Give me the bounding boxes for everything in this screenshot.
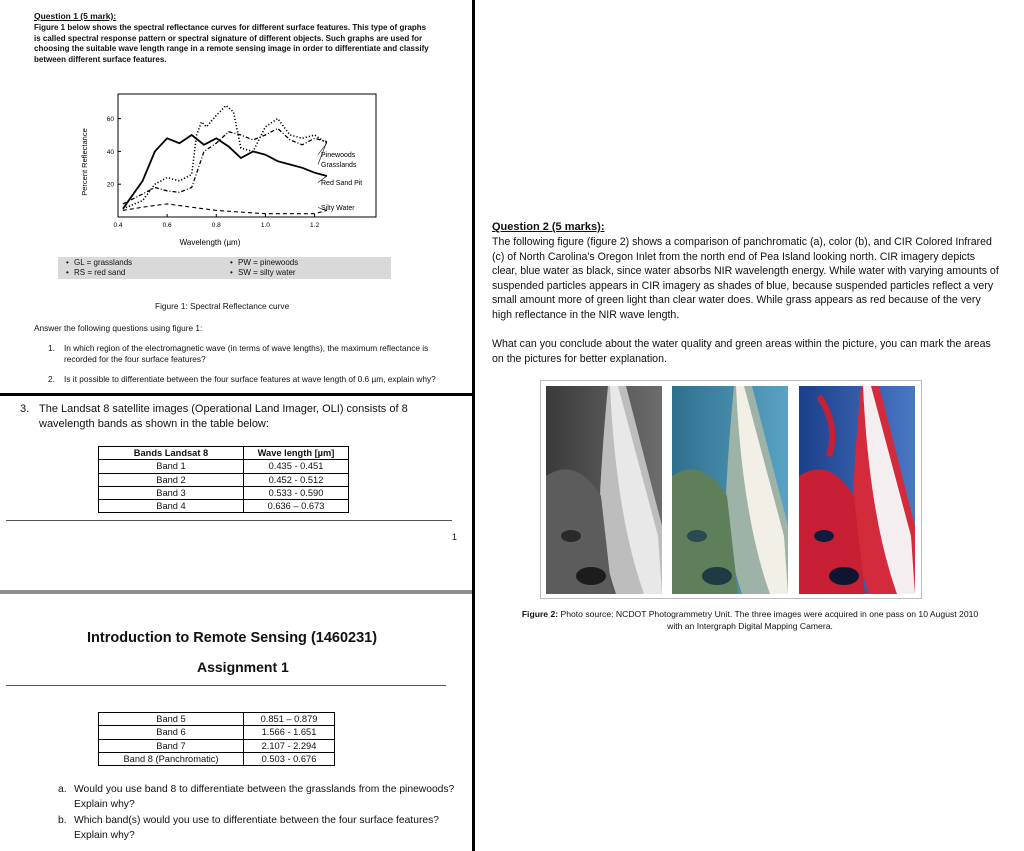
question-3-text: The Landsat 8 satellite images (Operational Land Imager, OLI) consists of 8 wavelength bands as shown in the table below:	[39, 403, 408, 430]
figure-1-caption: Figure 1: Spectral Reflectance curve	[155, 301, 290, 311]
page-number: 1	[452, 532, 458, 542]
x-tick-label: 1.0	[260, 222, 270, 229]
x-tick-label: 0.4	[113, 222, 123, 229]
x-tick-label: 0.6	[162, 222, 172, 229]
subquestion-b: b. Which band(s) would you use to differentiate between the four surface features? Explain why?	[58, 815, 439, 841]
chart-svg	[60, 92, 380, 252]
question-1-item-2: 2. Is it possible to differentiate between the four surface features at wave length of 0.6 µm, explain why?	[48, 374, 436, 384]
figure-2-photos	[540, 380, 922, 599]
bands-table-1	[98, 446, 349, 513]
question-2-task: What can you conclude about the water quality and green areas within the picture, you can mark the areas on the pictures for better explanation.	[492, 338, 991, 365]
y-tick-label: 20	[106, 181, 114, 189]
legend-item-pw: • PW = pinewoods	[230, 258, 299, 267]
series-line-red-sand-pit	[123, 135, 327, 209]
y-tick-label: 40	[106, 148, 114, 156]
section-divider-1	[0, 393, 472, 396]
x-tick-label: 1.2	[310, 222, 320, 229]
y-axis-label: Percent Reflectance	[80, 128, 89, 196]
page-divider-vertical	[472, 0, 475, 851]
x-tick-label: 0.8	[211, 222, 221, 229]
question-3: 3. The Landsat 8 satellite images (Operational Land Imager, OLI) consists of 8 wavelength bands as shown in the table below:	[20, 402, 465, 432]
page-break-bar	[0, 590, 472, 594]
table-row: Band 3 0.533 - 0.590	[99, 486, 349, 499]
header-rule	[6, 685, 446, 686]
legend-item-rs: • RS = red sand	[66, 268, 126, 277]
photo-panchromatic	[546, 386, 662, 594]
question-1-intro: Figure 1 below shows the spectral reflectance curves for different surface features. This type of graphs is called spectral response pattern or spectral signature of different objects. Such graphs are used for choosing the suitable wave length range in a remote sensing image in order to differentiate and classify between different surface features.	[34, 23, 429, 64]
table-row: Band 6 1.566 - 1.651	[99, 726, 335, 739]
table-header: Bands Landsat 8	[99, 447, 244, 460]
series-label: Pinewoods	[321, 152, 356, 159]
table-row: Band 2 0.452 - 0.512	[99, 473, 349, 486]
legend-item-sw: • SW = silty water	[230, 268, 296, 277]
series-label: Silty Water	[321, 205, 355, 212]
photo-cir	[799, 386, 915, 594]
table-header-row	[99, 447, 349, 460]
series-label: Grasslands	[321, 162, 357, 169]
legend-item-gl: • GL = grasslands	[66, 258, 133, 267]
question-1-item-1: 1. In which region of the electromagnetic wave (in terms of wave lengths), the maximum reflectance is recorded for the four surface features?	[48, 343, 429, 364]
table-row: Band 1 0.435 - 0.451	[99, 460, 349, 473]
table-row: Band 8 (Panchromatic) 0.503 - 0.676	[99, 752, 335, 765]
spectral-reflectance-chart	[60, 92, 380, 257]
question-2-body: The following figure (figure 2) shows a comparison of panchromatic (a), color (b), and CIR Colored Infrared (c) of North Carolina's Oregon Inlet from the north end of Pea Island looking north. CIR imagery depicts clear, blue water as black, since water absorbs NIR wavelength energy. While water with varying amounts of suspended particles appears in CIR imagery as shades of blue, because suspended particles reflect a very small amount more of green light than clear water does. While grass appears as red because of the very high reflectance in the NIR wave length.	[492, 236, 999, 321]
answer-prompt: Answer the following questions using figure 1:	[34, 323, 203, 333]
table-row: Band 5 0.851 – 0.879	[99, 713, 335, 726]
figure-2-caption: Figure 2: Photo source: NCDOT Photogrammetry Unit. The three images were acquired in one pass on 10 August 2010 with an Intergraph Digital Mapping Camera.	[521, 609, 979, 631]
course-title: Introduction to Remote Sensing (1460231)	[87, 630, 378, 646]
table-row: Band 4 0.636 – 0.673	[99, 500, 349, 513]
assignment-title: Assignment 1	[197, 659, 289, 675]
subquestion-a: a. Would you use band 8 to differentiate between the grasslands from the pinewoods? Explain why?	[58, 784, 455, 810]
question-1-heading: Question 1 (5 mark):	[34, 11, 117, 21]
question-2-heading: Question 2 (5 marks):	[492, 221, 605, 233]
series-line-pinewoods	[123, 106, 327, 209]
bands-table-2	[98, 712, 335, 766]
question-1-list	[48, 343, 438, 394]
photo-color	[672, 386, 788, 594]
y-tick-label: 60	[106, 116, 114, 124]
table-header: Wave length [µm]	[244, 447, 349, 460]
x-axis-label: Wavelength (µm)	[179, 238, 241, 247]
series-label: Red Sand Pit	[321, 180, 363, 187]
page-footer-rule	[6, 520, 452, 521]
figure-1-legend	[58, 257, 391, 279]
table-row: Band 7 2.107 - 2.294	[99, 739, 335, 752]
series-line-silty-water	[123, 204, 327, 214]
